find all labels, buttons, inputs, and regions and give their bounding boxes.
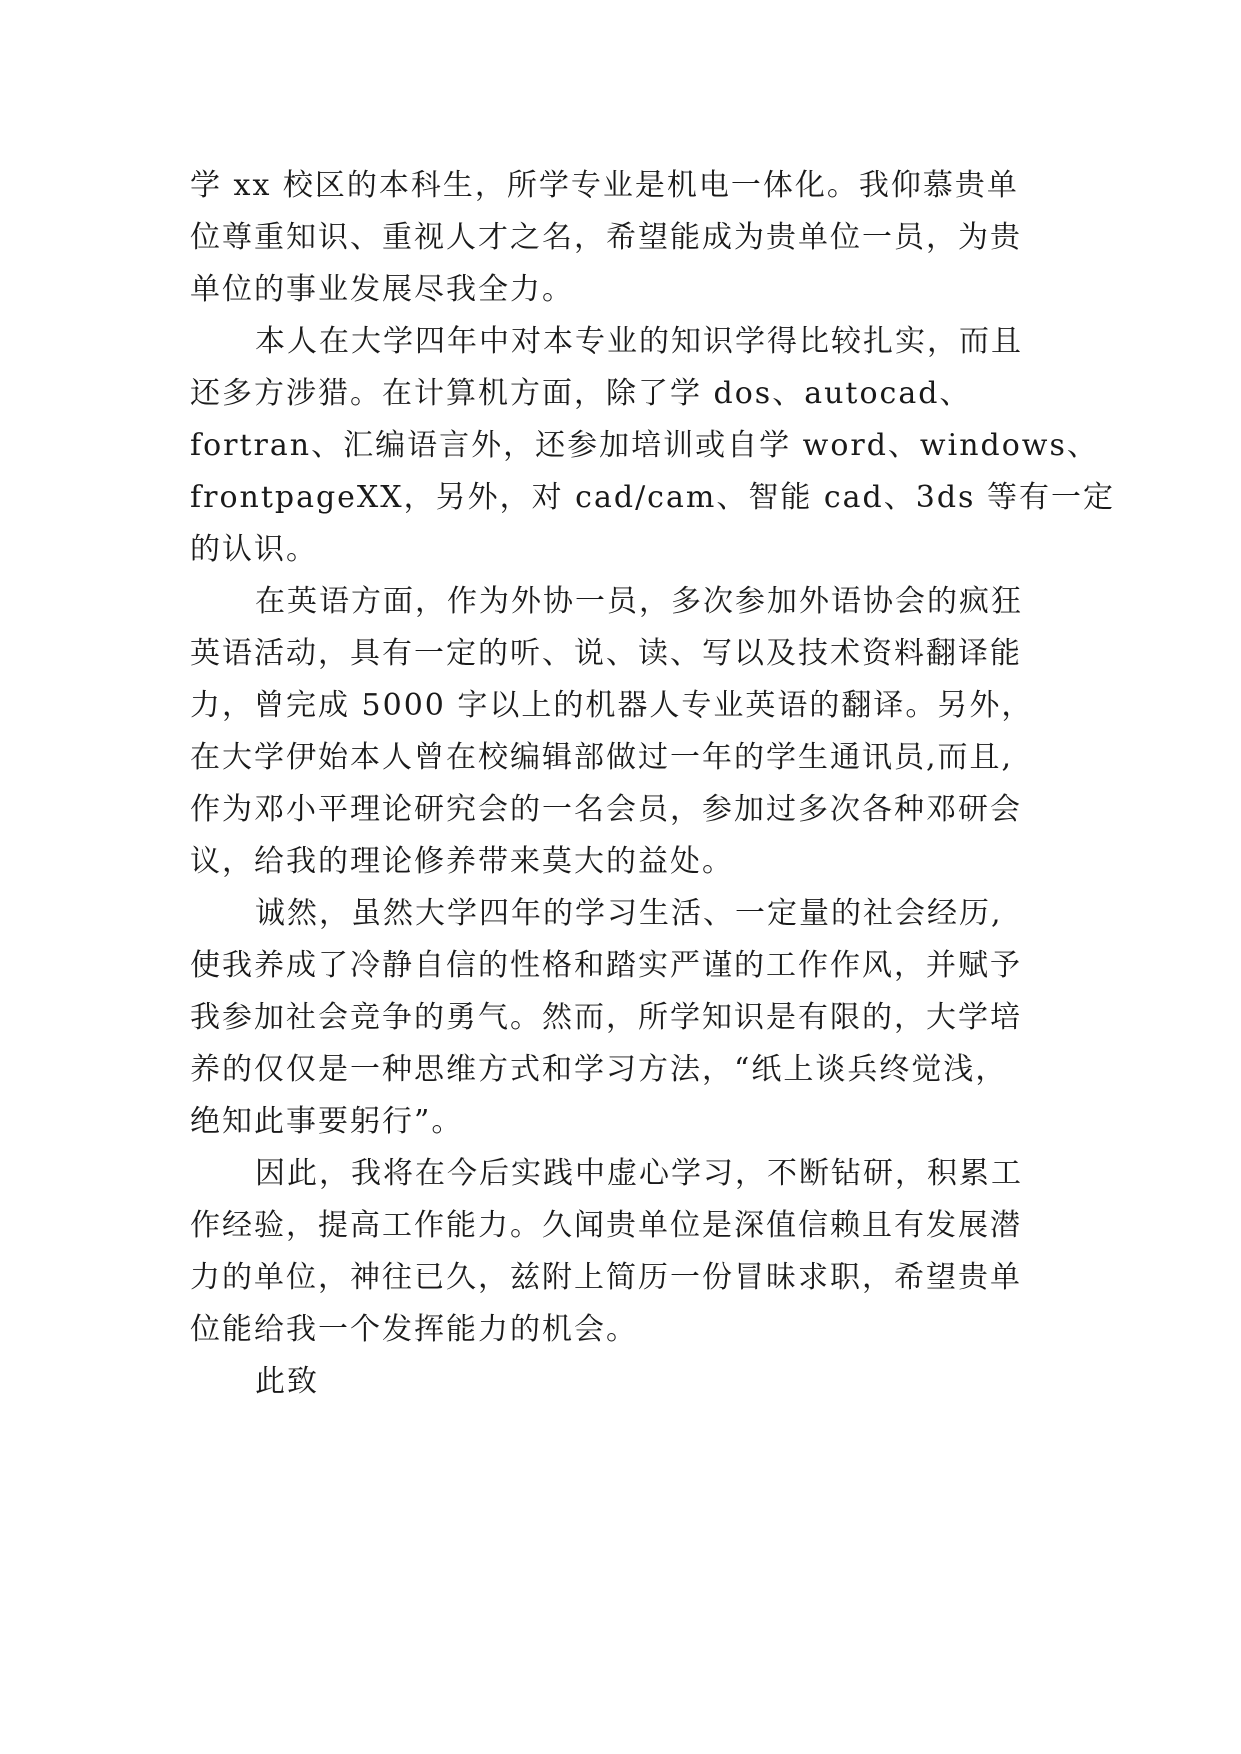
text-line: 学 xx 校区的本科生，所学专业是机电一体化。我仰慕贵单 [190,168,1019,203]
closing-salutation: 此致 [255,1364,319,1399]
text-line: 绝知此事要躬行”。 [190,1104,464,1139]
text-line: 还多方涉猎。在计算机方面，除了学 dos、autocad、 [190,376,972,411]
text-line: 使我养成了冷静自信的性格和踏实严谨的工作作风，并赋予 [190,948,1022,983]
text-line: 力，曾完成 5000 字以上的机器人专业英语的翻译。另外， [190,688,1034,723]
text-line: 在大学伊始本人曾在校编辑部做过一年的学生通讯员,而且, [190,740,1014,775]
text-line: 的认识。 [190,532,318,567]
paragraph-first-line: 因此，我将在今后实践中虚心学习，不断钻研，积累工 [255,1156,1023,1191]
paragraph-first-line: 本人在大学四年中对本专业的知识学得比较扎实，而且 [255,324,1023,359]
text-line: 位尊重知识、重视人才之名，希望能成为贵单位一员，为贵 [190,220,1022,255]
text-line: 作为邓小平理论研究会的一名会员，参加过多次各种邓研会 [190,792,1022,827]
text-line: 议，给我的理论修养带来莫大的益处。 [190,844,734,879]
text-line: 英语活动，具有一定的听、说、读、写以及技术资料翻译能 [190,636,1022,671]
text-line: frontpageXX，另外，对 cad/cam、智能 cad、3ds 等有一定 [190,480,1115,515]
text-line: 单位的事业发展尽我全力。 [190,272,574,307]
text-line: 养的仅仅是一种思维方式和学习方法，“纸上谈兵终觉浅， [190,1052,1008,1087]
text-line: 作经验，提高工作能力。久闻贵单位是深值信赖且有发展潜 [190,1208,1022,1243]
text-line: 我参加社会竞争的勇气。然而，所学知识是有限的，大学培 [190,1000,1022,1035]
text-line: 力的单位，神往已久，兹附上简历一份冒昧求职，希望贵单 [190,1260,1022,1295]
paragraph-first-line: 在英语方面，作为外协一员，多次参加外语协会的疯狂 [255,584,1023,619]
paragraph-first-line: 诚然，虽然大学四年的学习生活、一定量的社会经历, [255,896,1003,931]
text-line: 位能给我一个发挥能力的机会。 [190,1312,638,1347]
text-line: fortran、汇编语言外，还参加培训或自学 word、windows、 [190,428,1099,463]
